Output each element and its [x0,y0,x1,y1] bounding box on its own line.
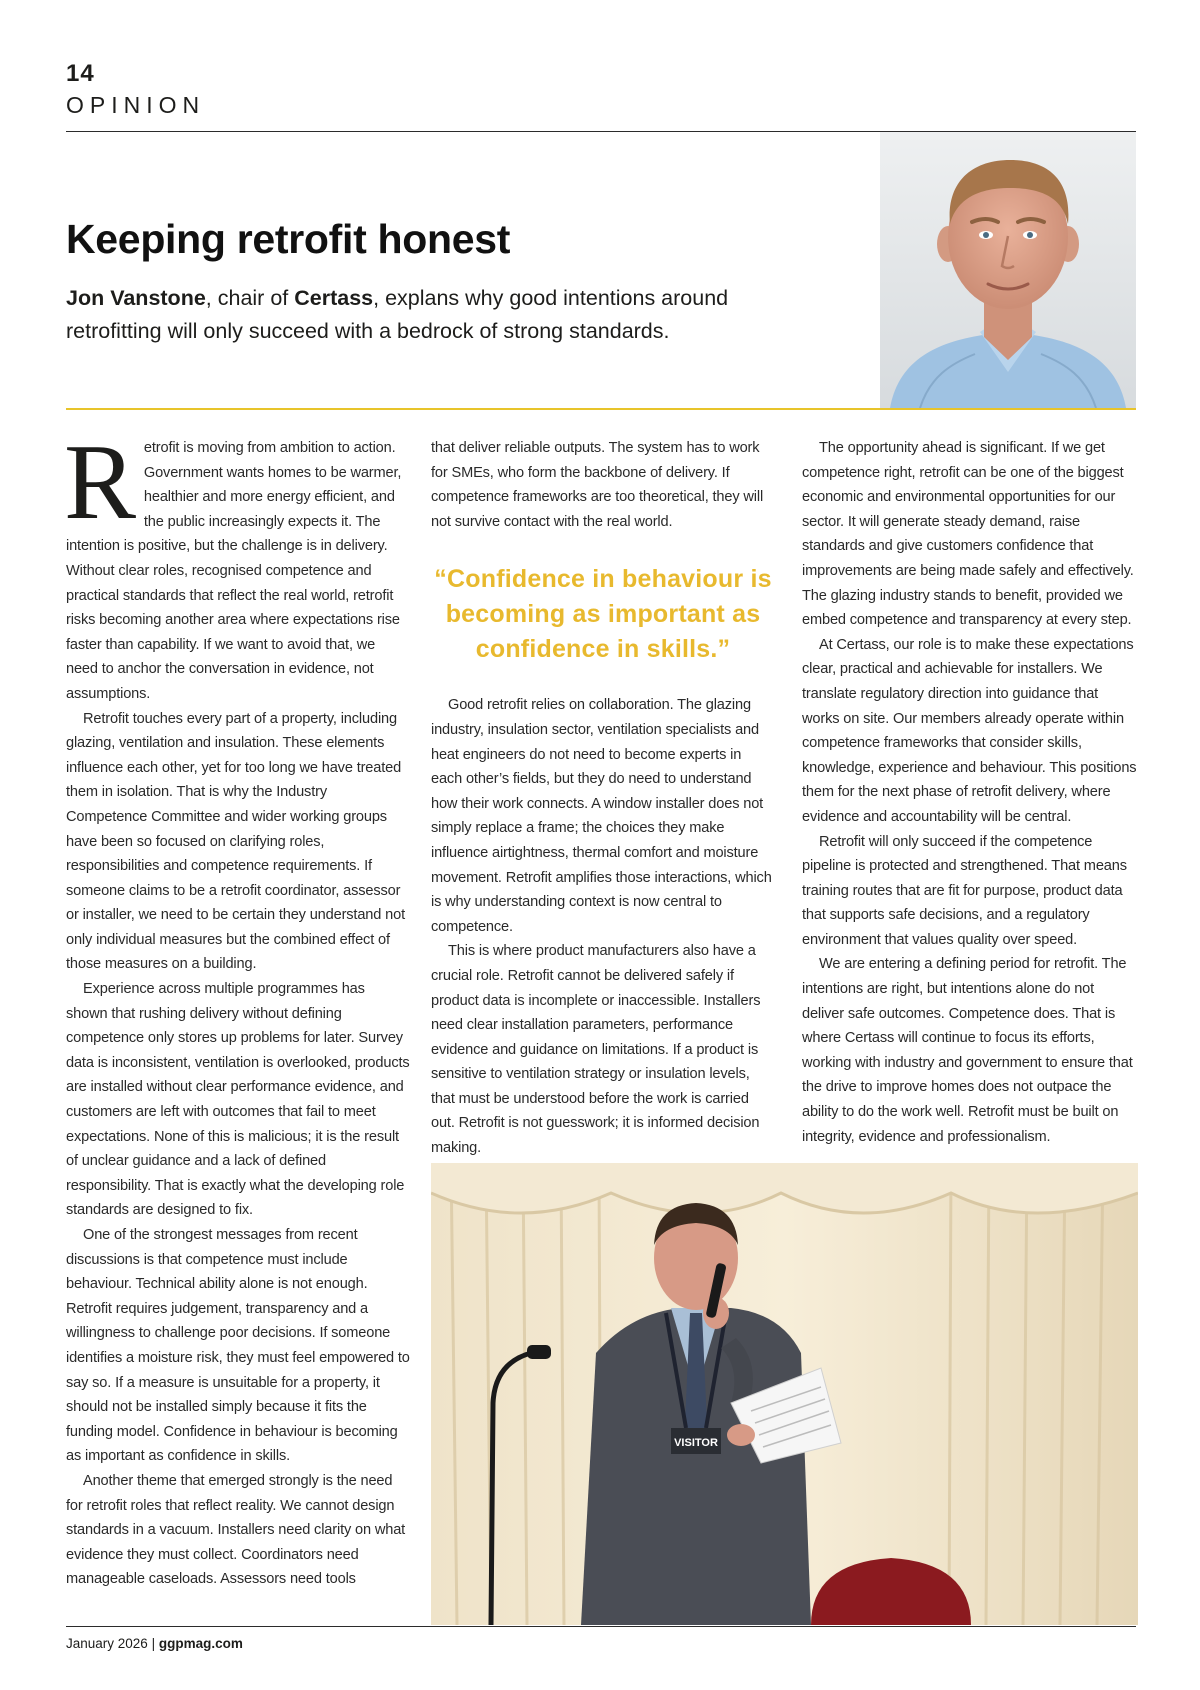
paragraph [64,423,410,707]
paragraph: The opportunity ahead is significant. If we get competence right, retrofit can be one of the biggest economic and environmental opportunities for our sector. It will generate steady demand, raise standards and give customers confidence that improvements are being made safely and effectively. The glazing industry stands to benefit, provided we embed competence and transparency at every step. [802,440,1134,629]
article-title: Keeping retrofit honest [66,216,511,262]
page-number: 14 [66,60,95,87]
title-divider [66,408,1136,410]
paragraph: This is where product manufacturers also have a crucial role. Retrofit cannot be delivered safely if product data is incomplete or inaccessible. Installers need clear installation parameters, performance evidence and guidance on limitations. If a product is sensitive to ventilation strategy or insulation levels, that must be understood before the work is carried out. Retrofit is not guesswork; it is informed decision making. [431,943,761,1157]
event-photo [431,1163,1138,1625]
author-name: Jon Vanstone [66,286,206,310]
footer-divider [66,1626,1136,1627]
pull-quote: “Confidence in behaviour is becoming as important as confidence in skills.” [434,565,772,664]
drop-cap: R [64,423,136,542]
paragraph: that deliver reliable outputs. The system has to work for SMEs, who form the backbone of delivery. If competence frameworks are too theoretical, they will not survive contact with the real world. [431,440,764,530]
author-headshot [880,132,1136,408]
paragraph: Retrofit touches every part of a property, including glazing, ventilation and insulation. These elements influence each other, yet for too long we have treated them in isolation. That is why the Industry Competence Committee and wider working groups have been so focused on clarifying roles, responsibilities and competence requirements. If someone claims to be a retrofit coordinator, assessor or installer, we need to be certain they understand not only individual measures but the combined effect of those measures on a building. [66,710,405,973]
section-label: OPINION [66,92,206,118]
organisation-name: Certass [294,286,374,310]
paragraph: Another theme that emerged strongly is the need for retrofit roles that reflect reality. We cannot design standards in a vacuum. Installers need clarity on what evidence they must collect. Coordinators need manageable caseloads. Assessors need tools [66,1472,406,1588]
paragraph: At Certass, our role is to make these expectations clear, practical and achievable for installers. We translate regulatory direction into guidance that works on site. Our members already operate within competence frameworks that consider skills, knowledge, experience and behaviour. This positions them for the next phase of retrofit delivery, where evidence and accountability will be central. [802,636,1137,825]
footer-separator: | [147,1636,159,1651]
paragraph: Experience across multiple programmes has shown that rushing delivery without defining competence only stores up problems for later. Survey data is inconsistent, ventilation is overlooked, products are installed without clear performance evidence, and customers are left with outcomes that fail to meet expectations. None of this is malicious; it is the result of unclear guidance and a lack of defined responsibility. That is exactly what the developing role standards are designed to fix. [66,981,410,1219]
standfirst-text: , explans why good intentions around retrofitting will only succeed with a bedrock of strong standards. [66,286,729,343]
article-standfirst [66,282,786,348]
paragraph: We are entering a defining period for retrofit. The intentions are right, but intentions alone do not deliver safe outcomes. Competence does. That is where Certass will continue to focus its efforts, working with industry and government to ensure that the drive to improve homes does not outpace the ability to do the work well. Retrofit must be built on integrity, evidence and professionalism. [802,956,1133,1145]
article-column-3 [802,436,1138,1149]
paragraph: Retrofit will only succeed if the competence pipeline is protected and strengthened. That means training routes that are fit for purpose, product data that supports safe decisions, and a regulatory environment that values quality over speed. [802,833,1127,948]
paragraph: Good retrofit relies on collaboration. The glazing industry, insulation sector, ventilation specialists and heat engineers do not need to become experts in each other’s fields, but they do need to understand how their work connects. A window installer does not simply replace a frame; the choices they make influence airtightness, thermal comfort and moisture movement. Retrofit amplifies those interactions, which is why understanding context is now central to competence. [431,697,772,935]
issue-date: January 2026 [66,1636,148,1651]
page-footer [66,1636,243,1651]
article-column-2 [431,436,775,1161]
paragraph: One of the strongest messages from recent discussions is that competence must include behaviour. Technical ability alone is not enough. Retrofit requires judgement, transparency and a willingness to challenge poor decisions. If someone identifies a moisture risk, they must feel empowered to say so. If a measure is unsuitable for a property, it should not be installed simply because it fits the funding model. Confidence in behaviour is becoming as important as confidence in skills. [66,1227,410,1465]
standfirst-role: , chair of [205,286,295,310]
visitor-badge: VISITOR [674,1437,718,1449]
headshot-illustration [880,132,1136,408]
paragraph-text: etrofit is moving from ambition to action. Government wants homes to be warmer, healthier and more energy efficient, and the public increasingly expects it. The intention is positive, but the challenge is in delivery. Without clear roles, recognised competence and practical standards that reflect the real world, retrofit risks becoming another area where expectations rise faster than capability. If we want to avoid that, we need to anchor the conversation in evidence, not assumptions. [66,440,402,702]
website-link[interactable]: ggpmag.com [158,1636,243,1651]
speaker-photo-illustration [431,1163,1138,1625]
article-column-1 [64,423,410,1592]
